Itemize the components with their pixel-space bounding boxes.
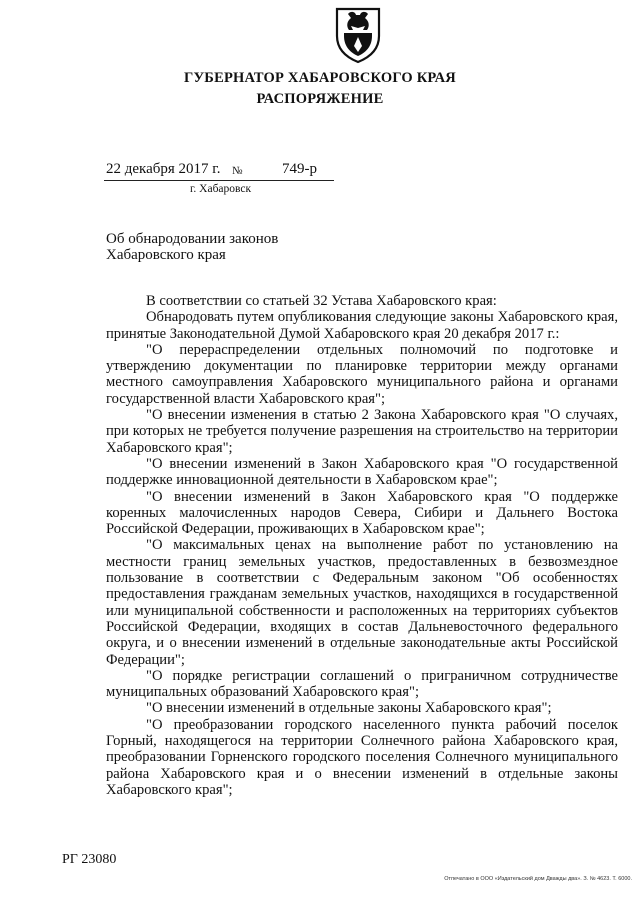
date-underline — [104, 180, 334, 181]
document-number: 749-р — [282, 161, 317, 177]
document-subject — [106, 231, 278, 263]
law-item: "О внесении изменений в отдельные законы Хабаровского края"; — [146, 700, 552, 717]
law-item: "О преобразовании городского населенного пункта рабочий поселок Горный, находящегося на территории Солнечного района Хабаровского края, преобразовании Горненского городского поселения Солнечного муниципального района Хабаровского края и о внесении изменений в отдельные законы Хабаровского края"; — [106, 716, 618, 798]
print-imprint: Отпечатано в ООО «Издательский дом Дважды два». З. № 4623. Т. 6000. — [444, 876, 632, 882]
subject-line: Об обнародовании законов — [106, 231, 279, 247]
law-item: "О внесении изменений в Закон Хабаровского края "О поддержке коренных малочисленных народов Севера, Сибири и Дальнего Востока Российской Федерации, проживающих в Хабаровском крае"; — [106, 488, 618, 538]
law-item: "О перераспределении отдельных полномочий по подготовке и утверждению документации по планировке территории между органами местного самоуправления Хабаровского муниципального района и органами государственной власти Хабаровского края"; — [106, 341, 618, 407]
number-label: № — [232, 165, 243, 177]
body-paragraph: В соответствии со статьей 32 Устава Хабаровского края: — [146, 293, 497, 309]
document-code: РГ 23080 — [62, 852, 117, 867]
law-item: "О максимальных ценах на выполнение работ по установлению на местности границ земельных участков, предоставленных в безвозмездное пользование в соответствии с Федеральным законом "Об особенностях предоставления гражданам земельных участков, находящихся в государственной или муниципальной собственности и расположенных на территориях субъектов Российской Федерации, входящих в состав Дальневосточного федерального округа, и о внесении изменений в отдельные законодательные акты Российской Федерации"; — [106, 537, 618, 668]
document-issuer: ГУБЕРНАТОР ХАБАРОВСКОГО КРАЯ — [184, 70, 456, 86]
coat-of-arms-icon — [334, 6, 382, 64]
law-item: "О внесении изменений в Закон Хабаровского края "О государственной поддержке инновационной деятельности в Хабаровском крае"; — [106, 455, 618, 489]
body-paragraph: Обнародовать путем опубликования следующие законы Хабаровского края, принятые Законодательной Думой Хабаровского края 20 декабря 2017 г.: — [106, 309, 618, 342]
subject-line: Хабаровского края — [106, 247, 226, 263]
document-type: РАСПОРЯЖЕНИЕ — [256, 91, 384, 107]
document-city: г. Хабаровск — [190, 183, 252, 195]
law-item: "О внесении изменения в статью 2 Закона Хабаровского края "О случаях, при которых не требуется получение разрешения на строительство на территории Хабаровского края"; — [106, 407, 618, 456]
document-body — [106, 293, 618, 798]
law-item: "О порядке регистрации соглашений о приграничном сотрудничестве муниципальных образований Хабаровского края"; — [106, 667, 618, 701]
document-date: 22 декабря 2017 г. — [106, 161, 221, 177]
